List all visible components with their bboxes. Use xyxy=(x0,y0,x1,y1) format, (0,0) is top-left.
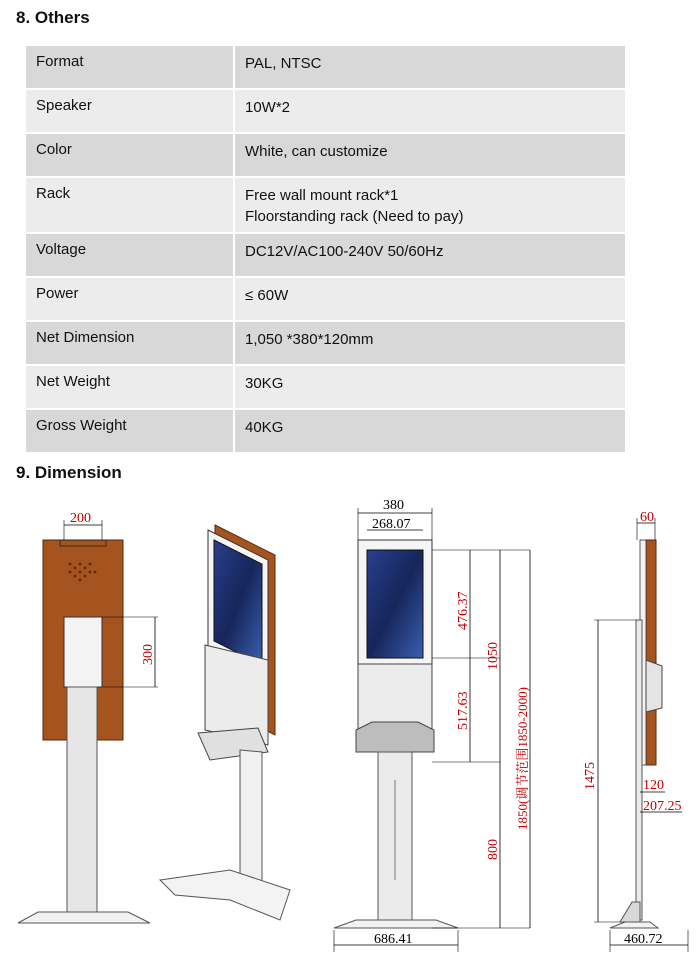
spec-label: Speaker xyxy=(26,89,234,133)
spec-value-line: White, can customize xyxy=(245,143,388,160)
spec-value-line: Floorstanding rack (Need to pay) xyxy=(245,208,464,225)
spec-value xyxy=(234,277,625,321)
section-dimension-title: 9. Dimension xyxy=(16,463,122,482)
spec-value-line: Free wall mount rack*1 xyxy=(245,187,399,204)
spec-value-line: 40KG xyxy=(245,419,284,436)
spec-label: Net Dimension xyxy=(26,321,234,365)
spec-label: Color xyxy=(26,133,234,177)
dim-side-depth: 60 xyxy=(640,510,654,525)
table-row xyxy=(26,133,625,177)
dim-dispenser-height: 517.63 xyxy=(456,691,471,730)
spec-value xyxy=(234,45,625,89)
spec-value xyxy=(234,233,625,277)
spec-value-line: 30KG xyxy=(245,375,284,392)
table-row xyxy=(26,321,625,365)
dim-front-width: 380 xyxy=(383,498,404,513)
dim-base-width: 686.41 xyxy=(374,932,413,947)
dim-head-height: 1050 xyxy=(486,642,501,670)
dim-side-base-width: 460.72 xyxy=(624,932,663,947)
dim-side-offset-2: 207.25 xyxy=(643,799,682,814)
dim-side-height: 1475 xyxy=(583,762,598,790)
dim-screen-width: 268.07 xyxy=(372,517,411,532)
others-spec-table xyxy=(26,44,625,452)
spec-value-line: 1,050 *380*120mm xyxy=(245,331,374,348)
dim-total-height: 1850(调节范围1850-2000) xyxy=(515,687,530,830)
spec-value xyxy=(234,321,625,365)
table-row xyxy=(26,45,625,89)
section-others-title: 8. Others xyxy=(16,8,90,27)
spec-label: Voltage xyxy=(26,233,234,277)
spec-label: Power xyxy=(26,277,234,321)
dim-back-width: 200 xyxy=(70,511,91,526)
spec-value xyxy=(234,89,625,133)
back-view-drawing xyxy=(18,520,158,923)
spec-label: Format xyxy=(26,45,234,89)
spec-label: Rack xyxy=(26,177,234,233)
side-view-drawing xyxy=(594,518,688,952)
spec-value-line: DC12V/AC100-240V 50/60Hz xyxy=(245,243,444,260)
spec-value-line: ≤ 60W xyxy=(245,287,289,304)
table-row xyxy=(26,409,625,452)
perspective-view-drawing xyxy=(160,525,290,920)
dim-back-mount-height: 300 xyxy=(141,644,156,665)
table-row xyxy=(26,233,625,277)
front-view-drawing xyxy=(334,508,530,952)
table-row xyxy=(26,365,625,409)
spec-label: Net Weight xyxy=(26,365,234,409)
spec-value xyxy=(234,365,625,409)
dim-screen-height: 476.37 xyxy=(456,591,471,630)
table-row xyxy=(26,89,625,133)
spec-value-line: 10W*2 xyxy=(245,99,291,116)
spec-value xyxy=(234,409,625,452)
spec-label: Gross Weight xyxy=(26,409,234,452)
table-row xyxy=(26,277,625,321)
spec-value-line: PAL, NTSC xyxy=(245,55,322,72)
dimension-drawings xyxy=(0,490,700,960)
dim-side-offset-1: 120 xyxy=(643,778,664,793)
spec-value xyxy=(234,133,625,177)
table-row xyxy=(26,177,625,233)
dim-pole-height: 800 xyxy=(486,839,501,860)
spec-value xyxy=(234,177,625,233)
